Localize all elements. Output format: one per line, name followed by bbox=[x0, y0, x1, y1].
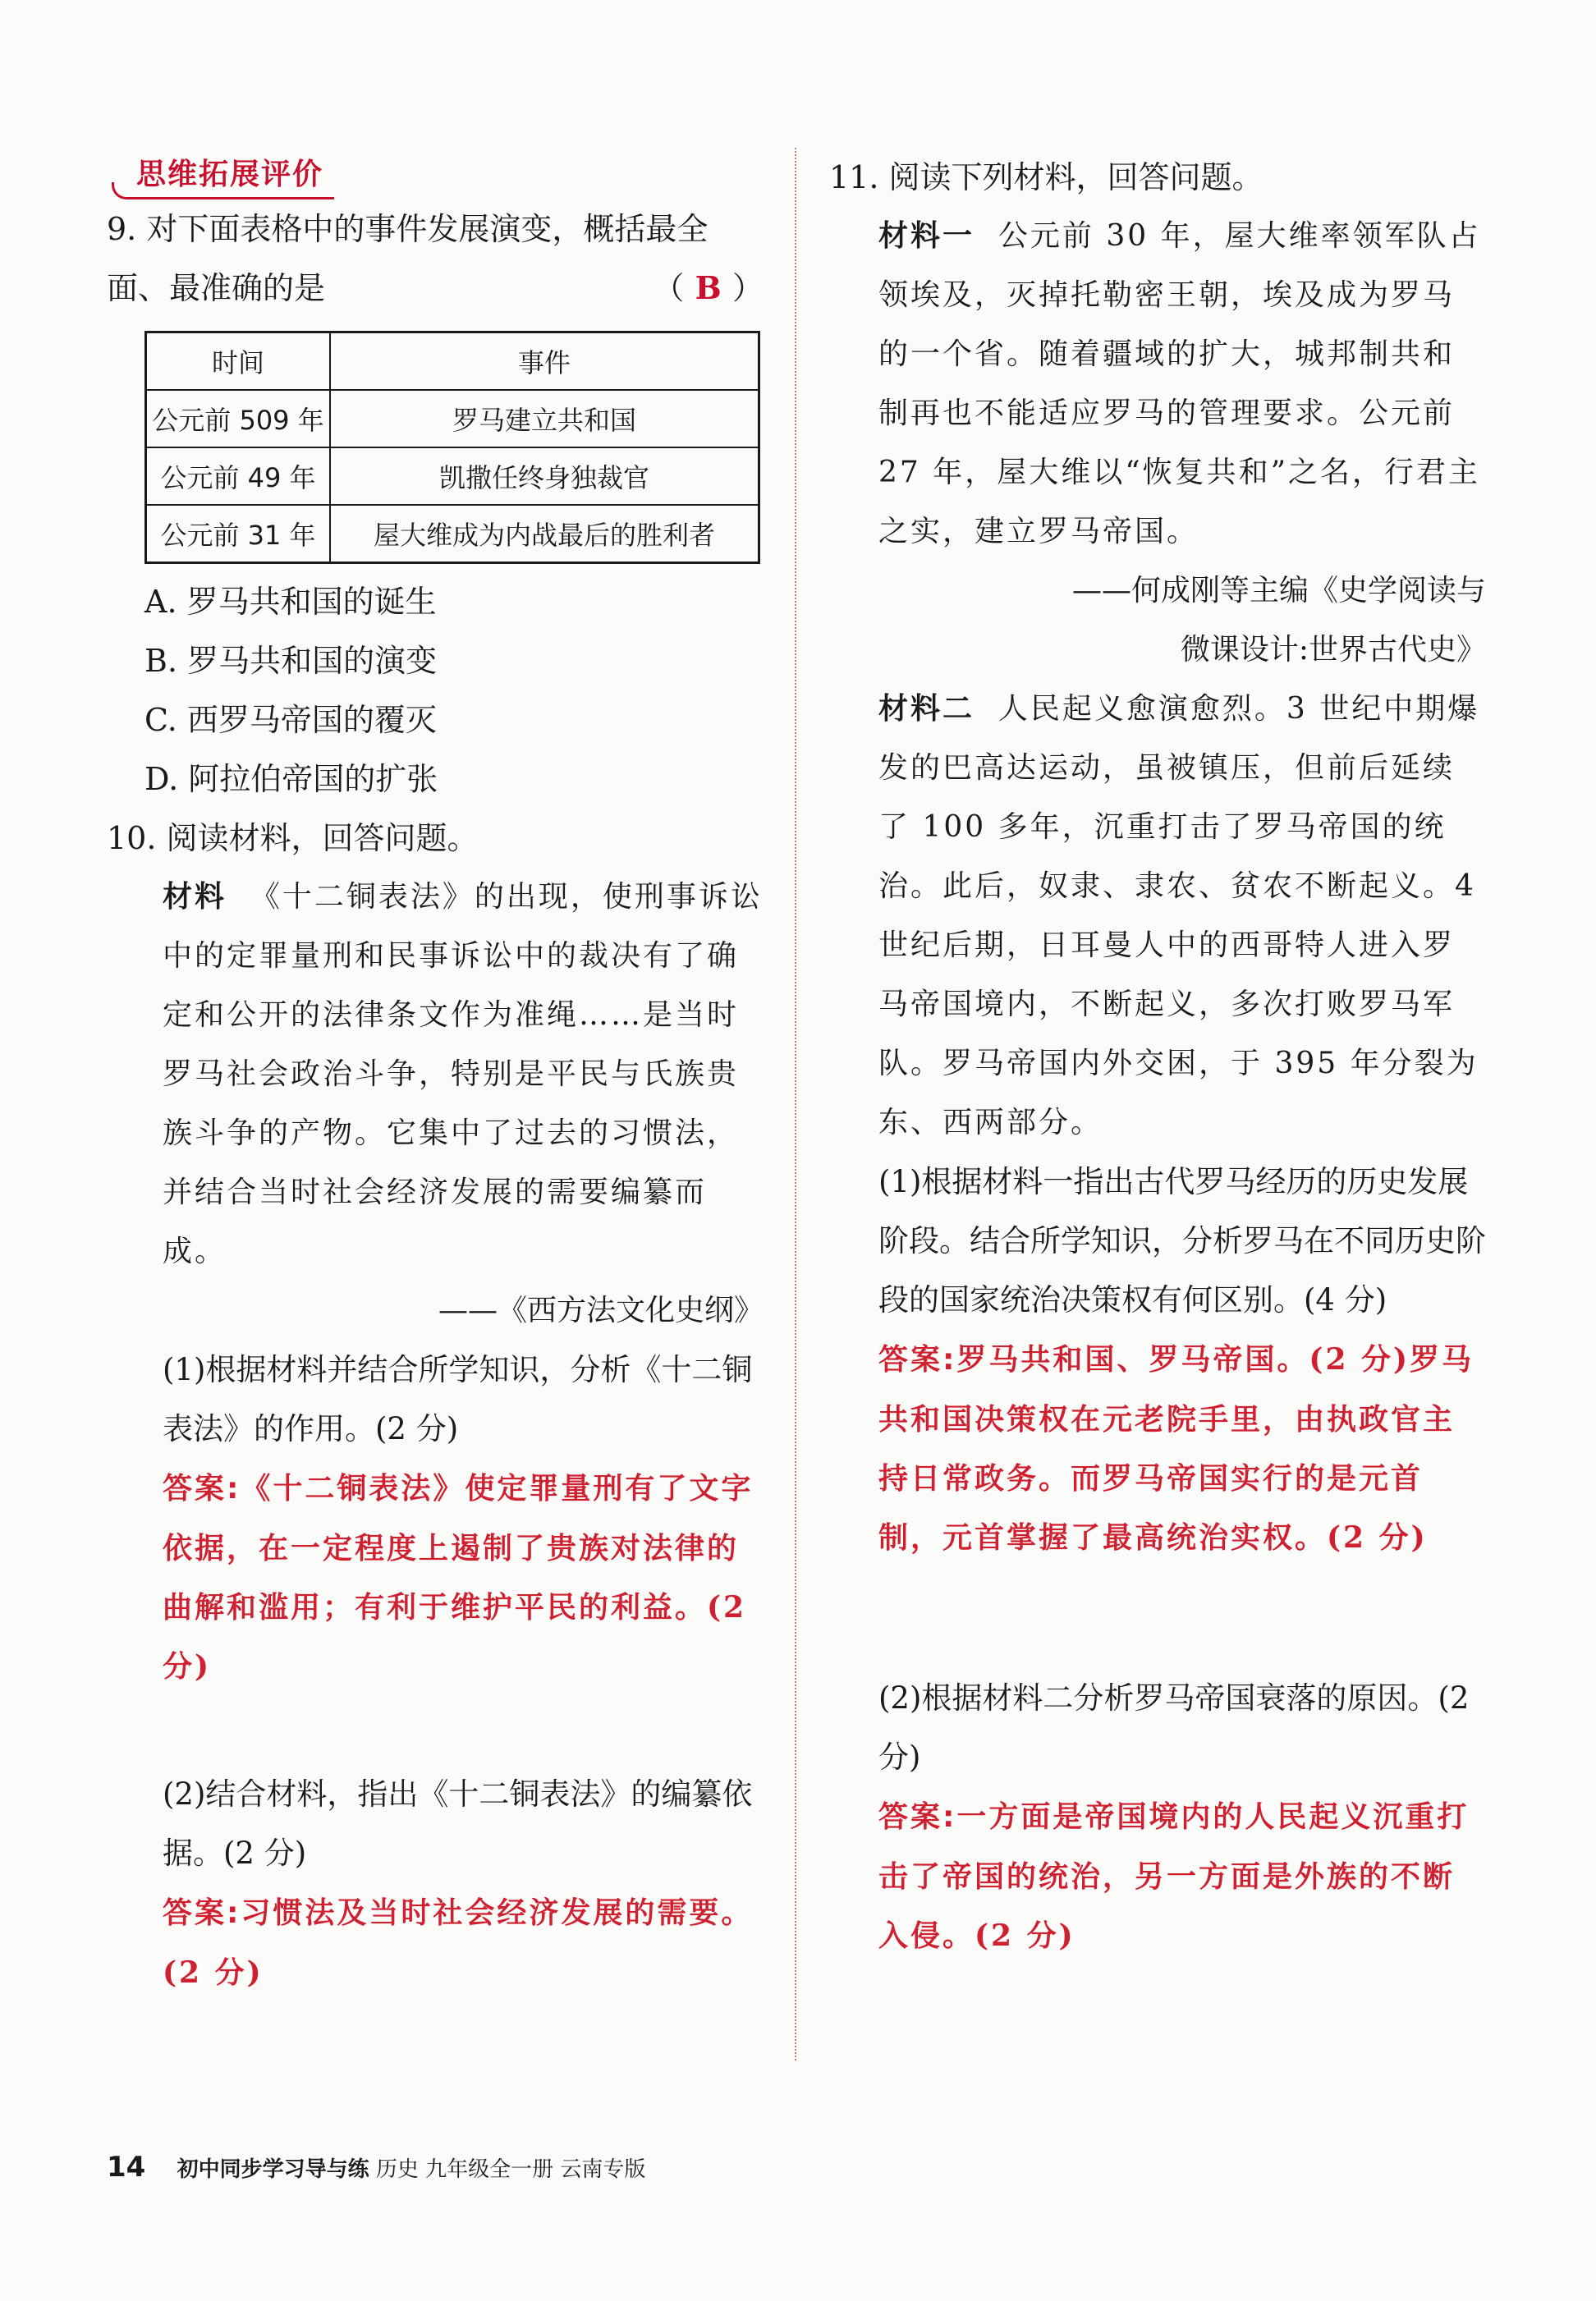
q10-sub1: (1)根据材料并结合所学知识，分析《十二铜表法》的作用。(2 分) bbox=[163, 1352, 753, 1446]
book-title: 初中同步学习导与练 bbox=[177, 2157, 369, 2182]
q9-answer: （ B ） bbox=[653, 269, 764, 306]
q9-answer-letter: B bbox=[695, 269, 722, 306]
q11-title: 11. 阅读下列材料，回答问题。 bbox=[829, 159, 1264, 195]
q10-answer1-text: 《十二铜表法》使定罪量刑有了文字依据，在一定程度上遏制了贵族对法律的曲解和滥用；有利于维护平民的利益。(2 分) bbox=[163, 1471, 754, 1684]
q10-answer1 bbox=[163, 1459, 764, 1696]
table-row bbox=[146, 390, 759, 447]
q11-answer1-text: 罗马共和国、罗马帝国。(2 分)罗马共和国决策权在元老院手里，由执政官主持日常政务。而罗马帝国实行的是元首制，元首掌握了最高统治实权。(2 分) bbox=[878, 1342, 1474, 1555]
q10-sub2: (2)结合材料，指出《十二铜表法》的编纂依据。(2 分) bbox=[163, 1776, 753, 1871]
column-divider bbox=[795, 148, 796, 2060]
table-row bbox=[146, 505, 759, 563]
q9-title-line2-text: 面、最准确的是 bbox=[107, 270, 326, 306]
q11-source1-line1: ——何成刚等主编《史学阅读与 bbox=[1071, 574, 1486, 607]
table-cell-event: 屋大维成为内战最后的胜利者 bbox=[330, 505, 759, 563]
section-heading: 思维拓展评价 bbox=[112, 148, 332, 199]
q9-title-line1: 9. 对下面表格中的事件发展演变，概括最全 bbox=[107, 211, 709, 247]
q9-option-d: D. 阿拉伯帝国的扩张 bbox=[144, 761, 438, 797]
q9-option-c: C. 西罗马帝国的覆灭 bbox=[144, 702, 437, 738]
q11-material2-text: 人民起义愈演愈烈。3 世纪中期爆发的巴高达运动，虽被镇压，但前后延续了 100 多年，沉重打击了罗马帝国的统治。此后，奴隶、隶农、贫农不断起义。4 世纪后期，日耳曼人中的西哥特人进入罗马帝国境内，不断起义，多次打败罗马军队。罗马帝国内外交困，于 395 年分裂为东、西两部分。 bbox=[878, 692, 1480, 1139]
q9-events-table bbox=[144, 331, 760, 564]
table-header-time: 时间 bbox=[146, 332, 331, 391]
q11-sub1: (1)根据材料一指出古代罗马经历的历史发展阶段。结合所学知识，分析罗马在不同历史阶段的国家统治决策权有何区别。(4 分) bbox=[878, 1164, 1486, 1318]
q11-answer2-text: 一方面是帝国境内的人民起义沉重打击了帝国的统治，另一方面是外族的不断入侵。(2 分) bbox=[878, 1799, 1470, 1953]
q11-material1 bbox=[878, 207, 1486, 561]
page-number: 14 bbox=[107, 2151, 146, 2184]
answer-space bbox=[878, 1567, 1486, 1669]
q9-title-line2 bbox=[107, 259, 764, 318]
q10-source: ——《西方法文化史纲》 bbox=[438, 1294, 764, 1327]
q11-sub2: (2)根据材料二分析罗马帝国衰落的原因。(2 分) bbox=[878, 1680, 1470, 1775]
q9-option-a: A. 罗马共和国的诞生 bbox=[144, 584, 437, 620]
q10-answer2-text: 习惯法及当时社会经济发展的需要。(2 分) bbox=[163, 1895, 754, 1990]
q11-material2-label: 材料二 bbox=[878, 692, 975, 726]
table-cell-event: 罗马建立共和国 bbox=[330, 390, 759, 447]
page-footer bbox=[107, 2151, 645, 2184]
table-cell-time: 公元前 31 年 bbox=[146, 505, 331, 563]
answer-space bbox=[107, 1696, 764, 1765]
q11-answer2-label: 答案: bbox=[878, 1800, 957, 1834]
q11-source1-line2: 微课设计:世界古代史》 bbox=[1180, 633, 1486, 667]
q11-answer1 bbox=[878, 1330, 1486, 1567]
q10-answer2 bbox=[163, 1883, 764, 2002]
q11-material1-text: 公元前 30 年，屋大维率领军队占领埃及，灭掉托勒密王朝，埃及成为罗马的一个省。随着疆域的扩大，城邦制共和制再也不能适应罗马的管理要求。公元前 27 年，屋大维以“恢复共和”之名，行君主之实，建立罗马帝国。 bbox=[878, 219, 1481, 548]
q10-material bbox=[163, 868, 764, 1281]
q11-material1-label: 材料一 bbox=[878, 219, 975, 253]
right-column bbox=[829, 148, 1486, 1965]
q10-title: 10. 阅读材料，回答问题。 bbox=[107, 820, 479, 856]
book-edition: 历史 九年级全一册 云南专版 bbox=[375, 2157, 646, 2182]
q10-material-label: 材料 bbox=[163, 880, 227, 914]
q10-answer2-label: 答案: bbox=[163, 1896, 241, 1930]
table-cell-event: 凯撒任终身独裁官 bbox=[330, 447, 759, 505]
table-row bbox=[146, 447, 759, 505]
q10-material-text: 《十二铜表法》的出现，使刑事诉讼中的定罪量刑和民事诉讼中的裁决有了确定和公开的法律条文作为准绳……是当时罗马社会政治斗争，特别是平民与氏族贵族斗争的产物。它集中了过去的习惯法，并结合当时社会经济发展的需要编纂而成。 bbox=[163, 880, 763, 1268]
table-cell-time: 公元前 49 年 bbox=[146, 447, 331, 505]
q11-answer2 bbox=[878, 1787, 1486, 1965]
q11-material2 bbox=[878, 680, 1486, 1153]
table-header-row bbox=[146, 332, 759, 391]
left-column bbox=[107, 148, 764, 2002]
table-cell-time: 公元前 509 年 bbox=[146, 390, 331, 447]
table-header-event: 事件 bbox=[330, 332, 759, 391]
q11-answer1-label: 答案: bbox=[878, 1343, 957, 1377]
q10-answer1-label: 答案: bbox=[163, 1472, 241, 1506]
q11-body bbox=[878, 207, 1486, 1965]
q9-option-b: B. 罗马共和国的演变 bbox=[144, 643, 438, 679]
